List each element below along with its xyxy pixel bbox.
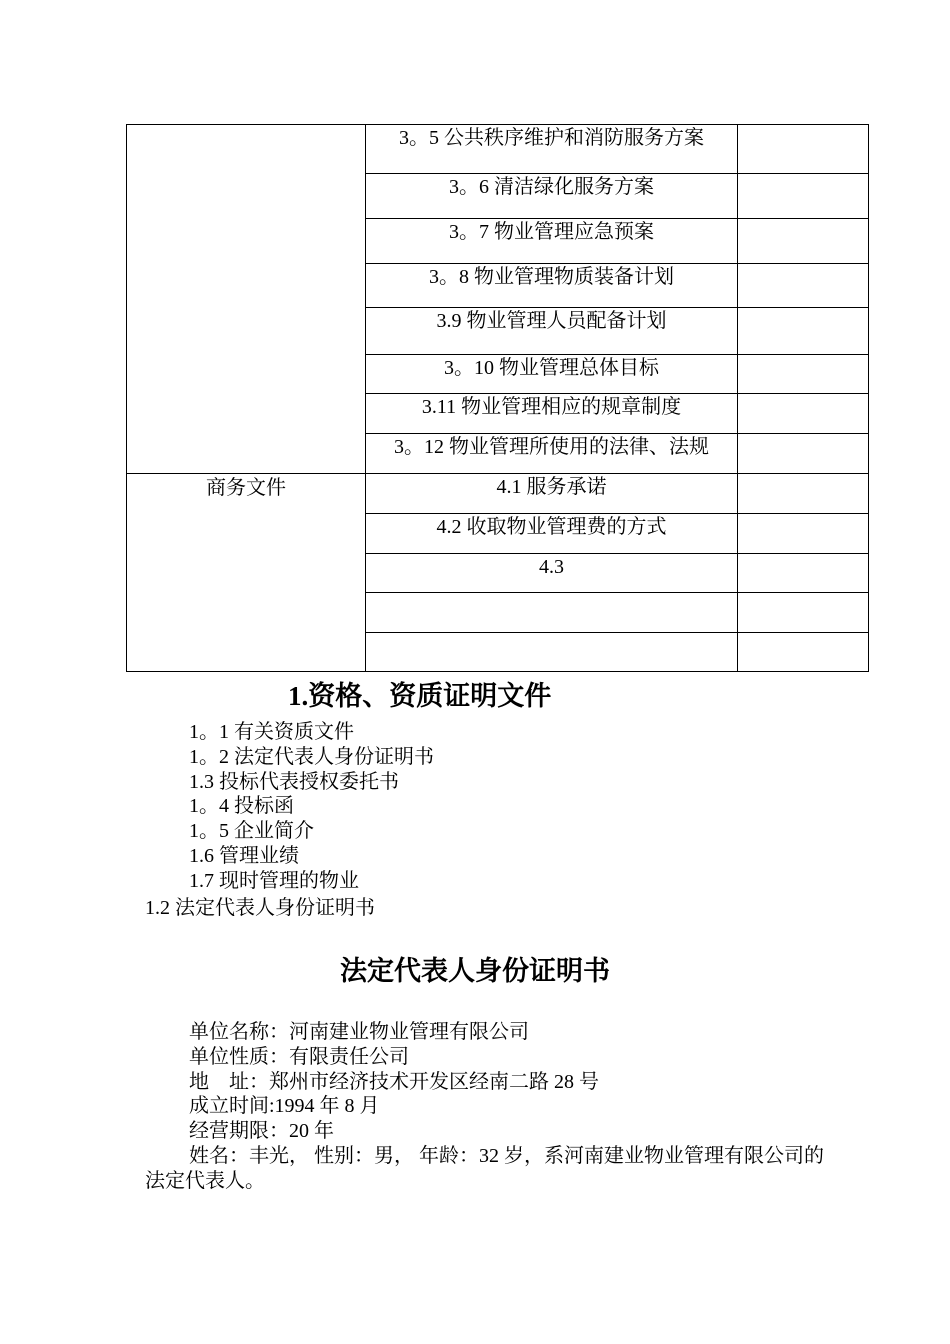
certificate-body — [145, 1020, 825, 1194]
page-cell — [738, 474, 869, 514]
subsection-heading: 1.2 法定代表人身份证明书 — [145, 897, 375, 919]
toc-item: 3。10 物业管理总体目标 — [366, 355, 738, 394]
toc-item — [366, 593, 738, 633]
certificate-title: 法定代表人身份证明书 — [340, 956, 610, 986]
page-cell — [738, 514, 869, 554]
toc-item — [366, 633, 738, 672]
toc-item: 4.2 收取物业管理费的方式 — [366, 514, 738, 554]
page-cell — [738, 219, 869, 264]
page-cell — [738, 434, 869, 474]
company-type-line: 单位性质：有限责任公司 — [189, 1045, 409, 1068]
page-cell — [738, 125, 869, 174]
toc-item: 3。12 物业管理所使用的法律、法规 — [366, 434, 738, 474]
qualification-list — [189, 720, 434, 894]
toc-item: 4.3 — [366, 554, 738, 593]
page-cell — [738, 174, 869, 219]
page-cell — [738, 264, 869, 308]
representative-statement: 姓名：丰光， 性别：男， 年龄：32 岁，系河南建业物业管理有限公司的法定代表人。 — [145, 1144, 824, 1192]
term-line: 经营期限：20 年 — [189, 1120, 334, 1143]
page-cell — [738, 554, 869, 593]
section-label-cell — [127, 125, 366, 474]
toc-item: 3.9 物业管理人员配备计划 — [366, 308, 738, 355]
list-item: 1.7 现时管理的物业 — [189, 869, 359, 892]
section-heading: 1.资格、资质证明文件 — [288, 681, 552, 711]
address-line: 地 址：郑州市经济技术开发区经南二路 28 号 — [189, 1070, 599, 1093]
list-item: 1。4 投标函 — [189, 795, 294, 818]
toc-item: 3。6 清洁绿化服务方案 — [366, 174, 738, 219]
founded-line: 成立时间:1994 年 8 月 — [189, 1095, 380, 1118]
toc-item: 4.1 服务承诺 — [366, 474, 738, 514]
section-label-cell: 商务文件 — [127, 474, 366, 672]
list-item: 1.6 管理业绩 — [189, 844, 299, 867]
table-row — [127, 474, 869, 514]
toc-item: 3。5 公共秩序维护和消防服务方案 — [366, 125, 738, 174]
list-item: 1。5 企业简介 — [189, 820, 314, 843]
list-item: 1.3 投标代表授权委托书 — [189, 770, 399, 793]
page-cell — [738, 593, 869, 633]
page-cell — [738, 633, 869, 672]
list-item: 1。2 法定代表人身份证明书 — [189, 745, 434, 768]
page-cell — [738, 394, 869, 434]
toc-item: 3。7 物业管理应急预案 — [366, 219, 738, 264]
list-item: 1。1 有关资质文件 — [189, 721, 354, 743]
toc-table — [126, 124, 869, 672]
toc-item: 3.11 物业管理相应的规章制度 — [366, 394, 738, 434]
company-name-line: 单位名称：河南建业物业管理有限公司 — [189, 1021, 529, 1043]
toc-item: 3。8 物业管理物质装备计划 — [366, 264, 738, 308]
page-cell — [738, 355, 869, 394]
table-row — [127, 125, 869, 174]
page-cell — [738, 308, 869, 355]
